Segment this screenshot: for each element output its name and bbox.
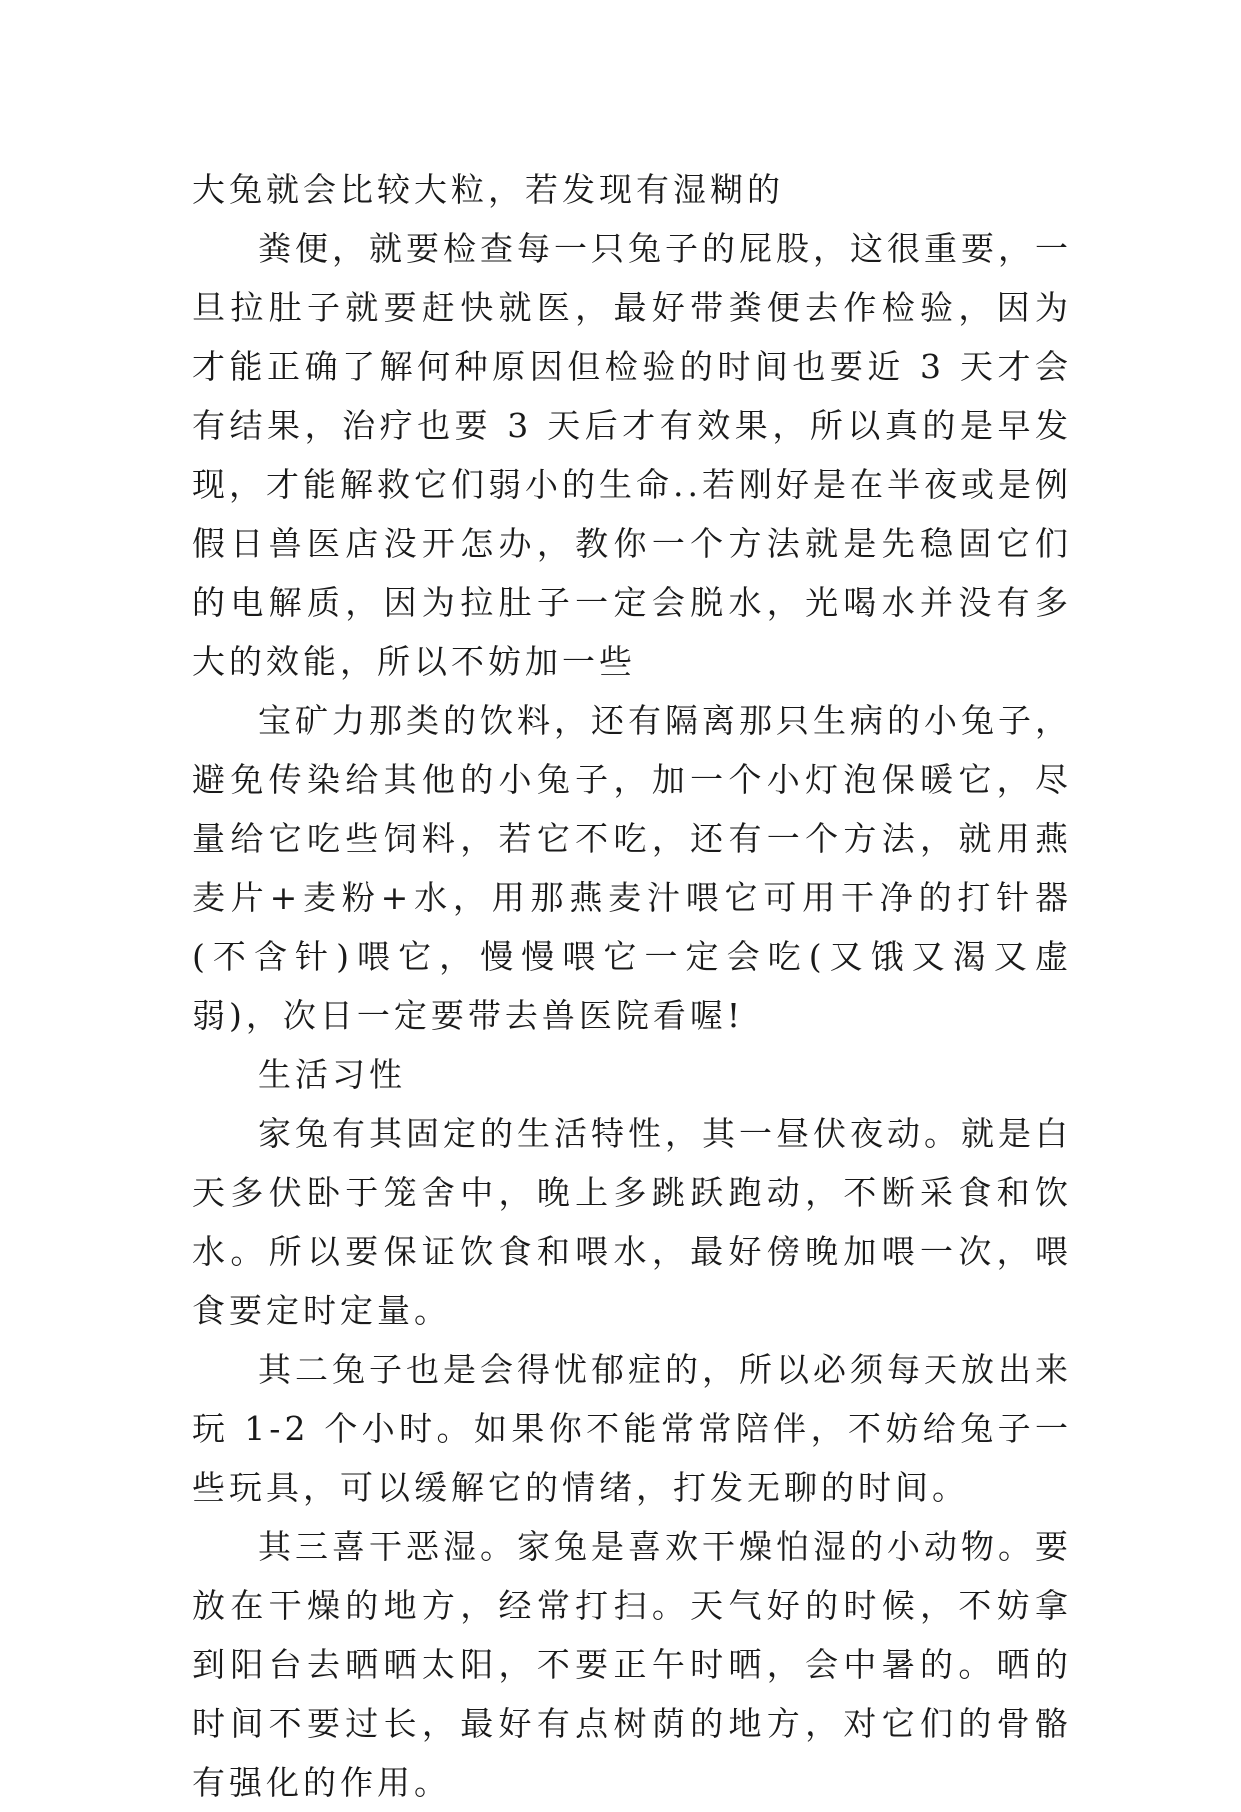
document-body xyxy=(192,160,1072,1812)
paragraph-1: 大兔就会比较大粒，若发现有湿糊的 xyxy=(192,170,784,209)
paragraph-2: 粪便，就要检查每一只兔子的屁股，这很重要，一旦拉肚子就要赶快就医，最好带粪便去作检验，因为才能正确了解何种原因但检验的时间也要近 3 天才会有结果，治疗也要 3 天后才有效果，所以真的是早发现，才能解救它们弱小的生命..若刚好是在半夜或是例假日兽医店没开怎办，教你一个方法就是先稳固它们的电解质，因为拉肚子一定会脱水，光喝水并没有多大的效能，所以不妨加一些 xyxy=(192,229,1072,681)
paragraph-3: 宝矿力那类的饮料，还有隔离那只生病的小兔子，避免传染给其他的小兔子，加一个小灯泡保暖它，尽量给它吃些饲料，若它不吃，还有一个方法，就用燕麦片+麦粉+水，用那燕麦汁喂它可用干净的打针器(不含针)喂它，慢慢喂它一定会吃(又饿又渴又虚弱)，次日一定要带去兽医院看喔! xyxy=(192,701,1072,1035)
paragraph-5: 其二兔子也是会得忧郁症的，所以必须每天放出来玩 1-2 个小时。如果你不能常常陪伴，不妨给兔子一些玩具，可以缓解它的情绪，打发无聊的时间。 xyxy=(192,1350,1072,1507)
paragraph-6: 其三喜干恶湿。家兔是喜欢干燥怕湿的小动物。要放在干燥的地方，经常打扫。天气好的时候，不妨拿到阳台去晒晒太阳，不要正午时晒，会中暑的。晒的时间不要过长，最好有点树荫的地方，对它们的骨骼有强化的作用。 xyxy=(192,1527,1072,1802)
section-heading-habits: 生活习性 xyxy=(258,1055,406,1094)
paragraph-4: 家兔有其固定的生活特性，其一昼伏夜动。就是白天多伏卧于笼舍中，晚上多跳跃跑动，不断采食和饮水。所以要保证饮食和喂水，最好傍晚加喂一次，喂食要定时定量。 xyxy=(192,1114,1072,1330)
